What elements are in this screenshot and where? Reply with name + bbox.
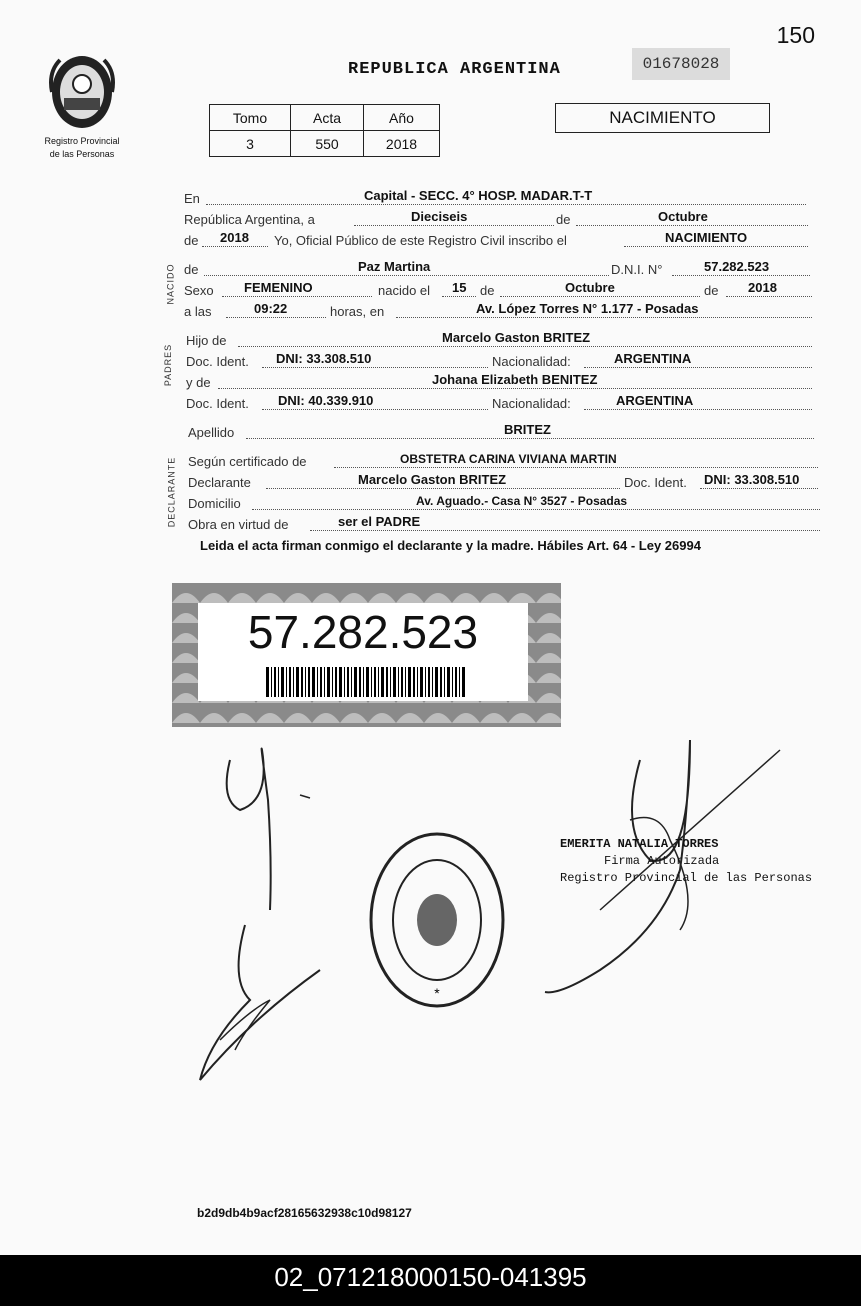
table-value-anio: 2018 xyxy=(364,131,440,157)
value-obra: ser el PADRE xyxy=(338,514,421,529)
value-declarante: Marcelo Gaston BRITEZ xyxy=(358,472,507,487)
page-number: 150 xyxy=(776,22,815,48)
signer-role: Firma Autorizada xyxy=(604,854,720,868)
field-en xyxy=(184,186,806,207)
field-certificado xyxy=(188,449,818,470)
signer-office: Registro Provincial de las Personas xyxy=(560,871,813,885)
label-sexo: Sexo xyxy=(184,283,214,298)
document-hash: b2d9db4b9acf28165632938c10d98127 xyxy=(197,1206,412,1220)
value-mes: Octubre xyxy=(658,209,708,224)
label-nacido: nacido el xyxy=(378,283,431,298)
side-label-nacido: NACIDO xyxy=(165,263,176,305)
table-value-acta: 550 xyxy=(291,131,364,157)
label-republica: República Argentina, a xyxy=(184,212,315,227)
record-table-row xyxy=(210,131,440,157)
value-padre: Marcelo Gaston BRITEZ xyxy=(442,330,591,345)
field-sexo-nacimiento xyxy=(184,278,812,299)
value-madre-nac: ARGENTINA xyxy=(616,393,694,408)
label-domicilio: Domicilio xyxy=(188,496,241,511)
signer-block xyxy=(560,836,812,887)
provincial-emblem-icon xyxy=(46,52,118,134)
value-inscribo: NACIMIENTO xyxy=(665,230,748,245)
value-en: Capital - SECC. 4° HOSP. MADAR.T-T xyxy=(364,188,593,203)
label-oficial: Yo, Oficial Público de este Registro Civil inscribo el xyxy=(274,233,567,248)
value-apellido: BRITEZ xyxy=(504,422,551,437)
field-madre-doc xyxy=(186,391,812,412)
field-padre-doc xyxy=(186,349,812,370)
label-obra: Obra en virtud de xyxy=(188,517,289,532)
barcode-icon xyxy=(266,667,466,697)
field-apellido xyxy=(188,420,814,441)
side-label-declarante: DECLARANTE xyxy=(166,456,177,528)
signer-name: EMERITA NATALIA TORRES xyxy=(560,837,719,851)
label-horas: horas, en xyxy=(330,304,385,319)
side-label-padres: PADRES xyxy=(163,343,174,387)
footer-code: 02_071218000150-041395 xyxy=(0,1255,861,1306)
value-nacido-dia: 15 xyxy=(452,280,467,295)
value-nacido-anio: 2018 xyxy=(748,280,777,295)
field-fecha-inscripcion xyxy=(184,207,808,228)
value-padre-doc: DNI: 33.308.510 xyxy=(276,351,372,366)
field-madre xyxy=(186,370,812,391)
label-dni: D.N.I. N° xyxy=(611,262,663,277)
dni-sticker xyxy=(172,583,561,727)
value-dni: 57.282.523 xyxy=(704,259,770,274)
logo-caption-1: Registro Provincial xyxy=(44,136,120,146)
field-hora-lugar xyxy=(184,299,812,320)
label-doc-2: Doc. Ident. xyxy=(186,396,249,411)
value-madre: Johana Elizabeth BENITEZ xyxy=(432,372,598,387)
label-yde: y de xyxy=(186,375,211,390)
label-de-3: de xyxy=(184,262,199,277)
value-domicilio: Av. Aguado.- Casa N° 3527 - Posadas xyxy=(416,494,628,508)
table-header-acta: Acta xyxy=(291,105,364,131)
field-anio-inscripcion xyxy=(184,228,808,249)
field-obra xyxy=(188,512,820,533)
label-de-5: de xyxy=(704,283,719,298)
label-hijo: Hijo de xyxy=(186,333,227,348)
value-madre-doc: DNI: 40.339.910 xyxy=(278,393,374,408)
label-declarante: Declarante xyxy=(188,475,251,490)
label-de-2: de xyxy=(184,233,199,248)
value-dia: Dieciseis xyxy=(411,209,468,224)
label-certificado: Según certificado de xyxy=(188,454,307,469)
label-doc-1: Doc. Ident. xyxy=(186,354,249,369)
value-certificado: OBSTETRA CARINA VIVIANA MARTIN xyxy=(400,452,617,466)
value-hora: 09:22 xyxy=(254,301,288,316)
value-nombre: Paz Martina xyxy=(358,259,431,274)
value-nacido-mes: Octubre xyxy=(565,280,615,295)
value-anio: 2018 xyxy=(220,230,249,245)
registry-logo xyxy=(36,52,128,160)
dni-sticker-number: 57.282.523 xyxy=(247,606,479,658)
record-table-header xyxy=(210,105,440,131)
field-nombre xyxy=(184,257,810,278)
label-nac-1: Nacionalidad: xyxy=(492,354,571,369)
svg-text:*: * xyxy=(434,985,440,1001)
value-sexo: FEMENINO xyxy=(244,280,313,295)
table-header-tomo: Tomo xyxy=(210,105,291,131)
logo-caption-2: de las Personas xyxy=(49,149,115,159)
value-doc-decl: DNI: 33.308.510 xyxy=(704,472,800,487)
label-doc-decl: Doc. Ident. xyxy=(624,475,687,490)
label-de-1: de xyxy=(556,212,571,227)
table-value-tomo: 3 xyxy=(210,131,291,157)
field-declarante xyxy=(188,470,818,491)
label-en: En xyxy=(184,191,200,206)
record-type-box: NACIMIENTO xyxy=(555,103,770,133)
registry-seal xyxy=(365,828,510,1013)
reading-statement: Leida el acta firman conmigo el declarante y la madre. Hábiles Art. 64 - Ley 26994 xyxy=(200,538,701,553)
dni-sticker-panel xyxy=(198,603,528,701)
label-de-4: de xyxy=(480,283,495,298)
record-table xyxy=(209,104,440,157)
label-nac-2: Nacionalidad: xyxy=(492,396,571,411)
label-alas: a las xyxy=(184,304,212,319)
field-padre xyxy=(186,328,812,349)
value-padre-nac: ARGENTINA xyxy=(614,351,692,366)
document-title: REPUBLICA ARGENTINA xyxy=(348,60,561,79)
label-apellido: Apellido xyxy=(188,425,235,440)
table-header-anio: Año xyxy=(364,105,440,131)
field-domicilio xyxy=(188,491,820,512)
serial-number: 01678028 xyxy=(632,48,730,80)
declarant-signature-icon xyxy=(190,740,340,1090)
value-lugar: Av. López Torres N° 1.177 - Posadas xyxy=(476,301,699,316)
